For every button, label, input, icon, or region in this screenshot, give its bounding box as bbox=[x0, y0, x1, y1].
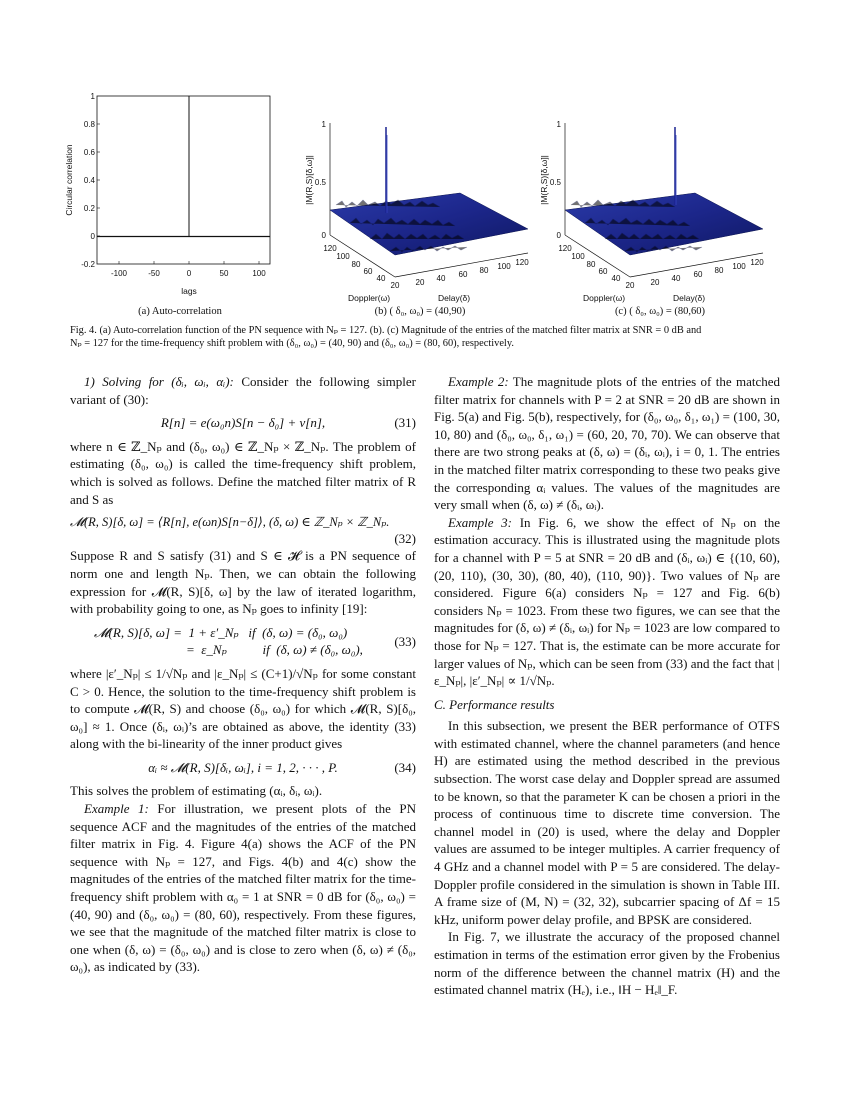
doppler-tick: 80 bbox=[586, 260, 596, 269]
z-axis-label: |M(R,S)[δ,ω]| bbox=[304, 155, 314, 205]
ytick: -0.2 bbox=[81, 260, 95, 269]
doppler-tick: 20 bbox=[625, 281, 635, 290]
doppler-tick: 40 bbox=[611, 274, 621, 283]
delay-tick: 120 bbox=[515, 258, 529, 267]
doppler-axis-label: Doppler(ω) bbox=[583, 293, 626, 303]
delay-tick: 60 bbox=[458, 270, 468, 279]
paragraph: Example 3: In Fig. 6, we show the effect of Nₚ on the estimation accuracy. This is illustrated using the magnitude plots for a channel with P = 5 at SNR = 20 dB and (δᵢ, ωᵢ) ∈ {(10, 60), (20, 110), (30, 30), (80, 40), (110, 90)}. Two values of Nₚ are considered. Figure 6(a) considers Nₚ = 127 and Fig. 6(b) considers Nₚ = 1023. From these two figures, we can see that the magnitudes for (δ, ω) ≠ (δᵢ, ωᵢ) for Nₚ = 1023 are low compared to those for Nₚ = 127. That is, the estimate can be more accurate for larger values of Nₚ, which can be seen from (33) and the fact that |ε_Nₚ|, |ε′_Nₚ| ∝ 1/√Nₚ. bbox=[434, 514, 780, 689]
paragraph: This solves the problem of estimating (αᵢ, δᵢ, ωᵢ). bbox=[70, 783, 323, 799]
z-axis-label: |M(R,S)[δ,ω]| bbox=[539, 155, 549, 205]
doppler-tick: 60 bbox=[598, 267, 608, 276]
ytick: 0.2 bbox=[83, 204, 95, 213]
y-axis-label: Circular correlation bbox=[64, 144, 74, 216]
delay-tick: 80 bbox=[714, 266, 724, 275]
paragraph: where n ∈ ℤ_Nₚ and (δ₀, ω₀) ∈ ℤ_Nₚ × ℤ_Nₚ. The problem of estimating (δ₀, ω₀) is called the time-frequency shift problem, which is solved as follows. Define the matched filter matrix of R and S as bbox=[70, 438, 416, 507]
delay-tick: 120 bbox=[750, 258, 764, 267]
paragraph: In Fig. 7, we illustrate the accuracy of the proposed channel estimation in terms of the estimation error given by the Frobenius norm of the difference between the channel matrix (H) and the estimated channel matrix (Hₑ), i.e., ‖H − Hₑ‖_F. bbox=[434, 929, 780, 998]
ztick: 0.5 bbox=[314, 178, 326, 187]
xtick: 50 bbox=[219, 269, 229, 278]
ztick: 0 bbox=[556, 231, 561, 240]
delay-tick: 40 bbox=[671, 274, 681, 283]
delay-axis-label: Delay(δ) bbox=[673, 293, 706, 303]
paragraph: Example 1: For illustration, we present plots of the PN sequence ACF and the magnitudes of the entries of the matched filter matrix in Fig. 4. Figure 4(a) shows the ACF of the PN sequence with Nₚ = 127, and Figs. 4(b) and 4(c) show the magnitudes of the entries of the matched filter matrix for the time-frequency shift problem with α₀ = 1 at SNR = 0 dB for (δ₀, ω₀) = (40, 90) and (δ₀, ω₀) = (80, 60), respectively. From these figures, we see that the magnitude of the matched filter matrix is close to one when (δ, ω) = (δ₀, ω₀) and is close to zero when (δ, ω) ≠ (δ₀, ω₀), as indicated by (33). bbox=[70, 801, 417, 975]
doppler-tick: 120 bbox=[323, 244, 337, 253]
section-heading: 1) Solving for (δᵢ, ωᵢ, αᵢ): bbox=[84, 374, 234, 389]
equation-number: (31) bbox=[394, 415, 416, 431]
ytick: 1 bbox=[90, 92, 95, 101]
section-heading: C. Performance results bbox=[434, 696, 555, 712]
doppler-tick: 120 bbox=[558, 244, 572, 253]
ytick: 0.8 bbox=[83, 120, 95, 129]
delay-tick: 20 bbox=[415, 278, 425, 287]
doppler-tick: 100 bbox=[571, 252, 585, 261]
matched-filter-plot-b bbox=[300, 105, 540, 305]
equation-number: (32) bbox=[394, 530, 416, 546]
doppler-tick: 60 bbox=[363, 267, 373, 276]
doppler-axis-label: Doppler(ω) bbox=[348, 293, 391, 303]
doppler-tick: 20 bbox=[390, 281, 400, 290]
delay-tick: 40 bbox=[436, 274, 446, 283]
xtick: 100 bbox=[252, 269, 266, 278]
ytick: 0.4 bbox=[83, 176, 95, 185]
left-column bbox=[70, 373, 416, 976]
subcaption-b: (b) ( δ₀, ω₀) = (40,90) bbox=[374, 306, 466, 317]
paragraph: Example 2: The magnitude plots of the entries of the matched filter matrix for channels with P = 2 at SNR = 20 dB are shown in Fig. 5(a) and Fig. 5(b), respectively, for (δ₀, ω₀, δ₁, ω₁) = (100, 30, 10, 80) and (δ₀, ω₀, δ₁, ω₁) = (60, 20, 70, 70). We can observe that there are two strong peaks at (δ, ω) = (δᵢ, ωᵢ), i = 0, 1. The entries in the matched filter matrix corresponding to these two peaks give the corresponding αᵢ values. The values of the magnitudes are very small when (δ, ω) ≠ (δᵢ, ωᵢ). bbox=[434, 374, 780, 513]
xtick: -50 bbox=[148, 269, 160, 278]
paragraph: 1) Solving for (δᵢ, ωᵢ, αᵢ): Consider the following simpler variant of (30): bbox=[70, 374, 417, 407]
caption-line: Nₚ = 127 for the time-frequency shift problem with (δ₀, ω₀) = (40, 90) and (δ₀, ω₀) = (80, 60), respectively. bbox=[70, 338, 514, 349]
subcaption-c: (c) ( δ₀, ω₀) = (80,60) bbox=[614, 306, 706, 317]
delay-tick: 20 bbox=[650, 278, 660, 287]
paragraph: In this subsection, we present the BER performance of OTFS with estimated channel, where the channel parameters (and hence H) are estimated using the method described in the previous subsection. The worst case delay and Doppler spread are assumed to be known, so that the parameter K can be chosen a priori in the process of continuous time to discrete time conversion. The channel model in (20) is used, where the delay and Doppler values are assumed to be integer multiples. A carrier frequency of 4 GHz and a channel model with P = 5 are considered. The delay-Doppler profile considered in the simulation is shown in Table III. A frame size of (M, N) = (32, 32), subcarrier spacing of Δf = 15 kHz, uniform power delay profile, and BPSK are considered. bbox=[434, 718, 780, 927]
delay-tick: 100 bbox=[497, 262, 511, 271]
equation-number: (33) bbox=[394, 633, 416, 649]
equation-33: 𝓜(R, S)[δ, ω] = 1 + ε′_Nₚ if (δ, ω) = (δ₀, ω₀) = ε_Nₚ if (δ, ω) ≠ (δ₀, ω₀), (33) bbox=[94, 624, 416, 658]
equation-number: (34) bbox=[394, 759, 416, 775]
caption-line: Fig. 4. (a) Auto-correlation function of the PN sequence with Nₚ = 127. (b). (c) Magnitude of the entries of the matched filter matrix at SNR = 0 dB and bbox=[70, 325, 702, 336]
right-column bbox=[434, 373, 780, 999]
paragraph: where |ε′_Nₚ| ≤ 1/√Nₚ and |ε_Nₚ| ≤ (C+1)/√Nₚ for some constant C > 0. Hence, the solution to the time-frequency shift problem is to compute 𝓜(R, S) and choose (δ₀, ω₀) for which 𝓜(R, S)[δ₀, ω₀] ≈ 1. Once (δᵢ, ωᵢ)’s are obtained as above, the identity (33) along with the bi-linearity of the inner product gives bbox=[70, 665, 416, 752]
delay-axis-label: Delay(δ) bbox=[438, 293, 471, 303]
equation-31: R[n] = e(ω₀n)S[n − δ₀] + v[n], (31) bbox=[160, 415, 416, 431]
matched-filter-plot-c bbox=[535, 105, 775, 305]
subcaption-a: (a) Auto-correlation bbox=[138, 306, 222, 317]
xtick: -100 bbox=[110, 269, 128, 278]
ytick: 0 bbox=[90, 232, 95, 241]
delay-tick: 80 bbox=[479, 266, 489, 275]
doppler-tick: 100 bbox=[336, 252, 350, 261]
paragraph: Suppose R and S satisfy (31) and S ∈ 𝓗 is a PN sequence of norm one and length Nₚ. Then, we can obtain the following expression for 𝓜(R, S)[δ, ω] by the law of iterated logarithm, with probability going to one, as Nₚ goes to infinity [19]: bbox=[70, 548, 416, 617]
ztick: 0 bbox=[321, 231, 326, 240]
equation-32: 𝓜(R, S)[δ, ω] = ⟨R[n], e(ωn)S[n−δ]⟩, (δ, ω) ∈ ℤ_Nₚ × ℤ_Nₚ. bbox=[70, 515, 390, 530]
x-axis-label: lags bbox=[181, 286, 197, 296]
figure-4 bbox=[0, 0, 850, 360]
doppler-tick: 40 bbox=[376, 274, 386, 283]
ztick: 1 bbox=[321, 120, 326, 129]
ztick: 0.5 bbox=[549, 178, 561, 187]
ytick: 0.6 bbox=[83, 148, 95, 157]
delay-tick: 100 bbox=[732, 262, 746, 271]
equation-34: αᵢ ≈ 𝓜(R, S)[δᵢ, ωᵢ], i = 1, 2, · · · , P. (34) bbox=[148, 759, 416, 775]
acf-plot bbox=[60, 88, 280, 303]
figure-caption bbox=[70, 324, 782, 350]
ztick: 1 bbox=[556, 120, 561, 129]
xtick: 0 bbox=[186, 269, 192, 278]
doppler-tick: 80 bbox=[351, 260, 361, 269]
delay-tick: 60 bbox=[693, 270, 703, 279]
